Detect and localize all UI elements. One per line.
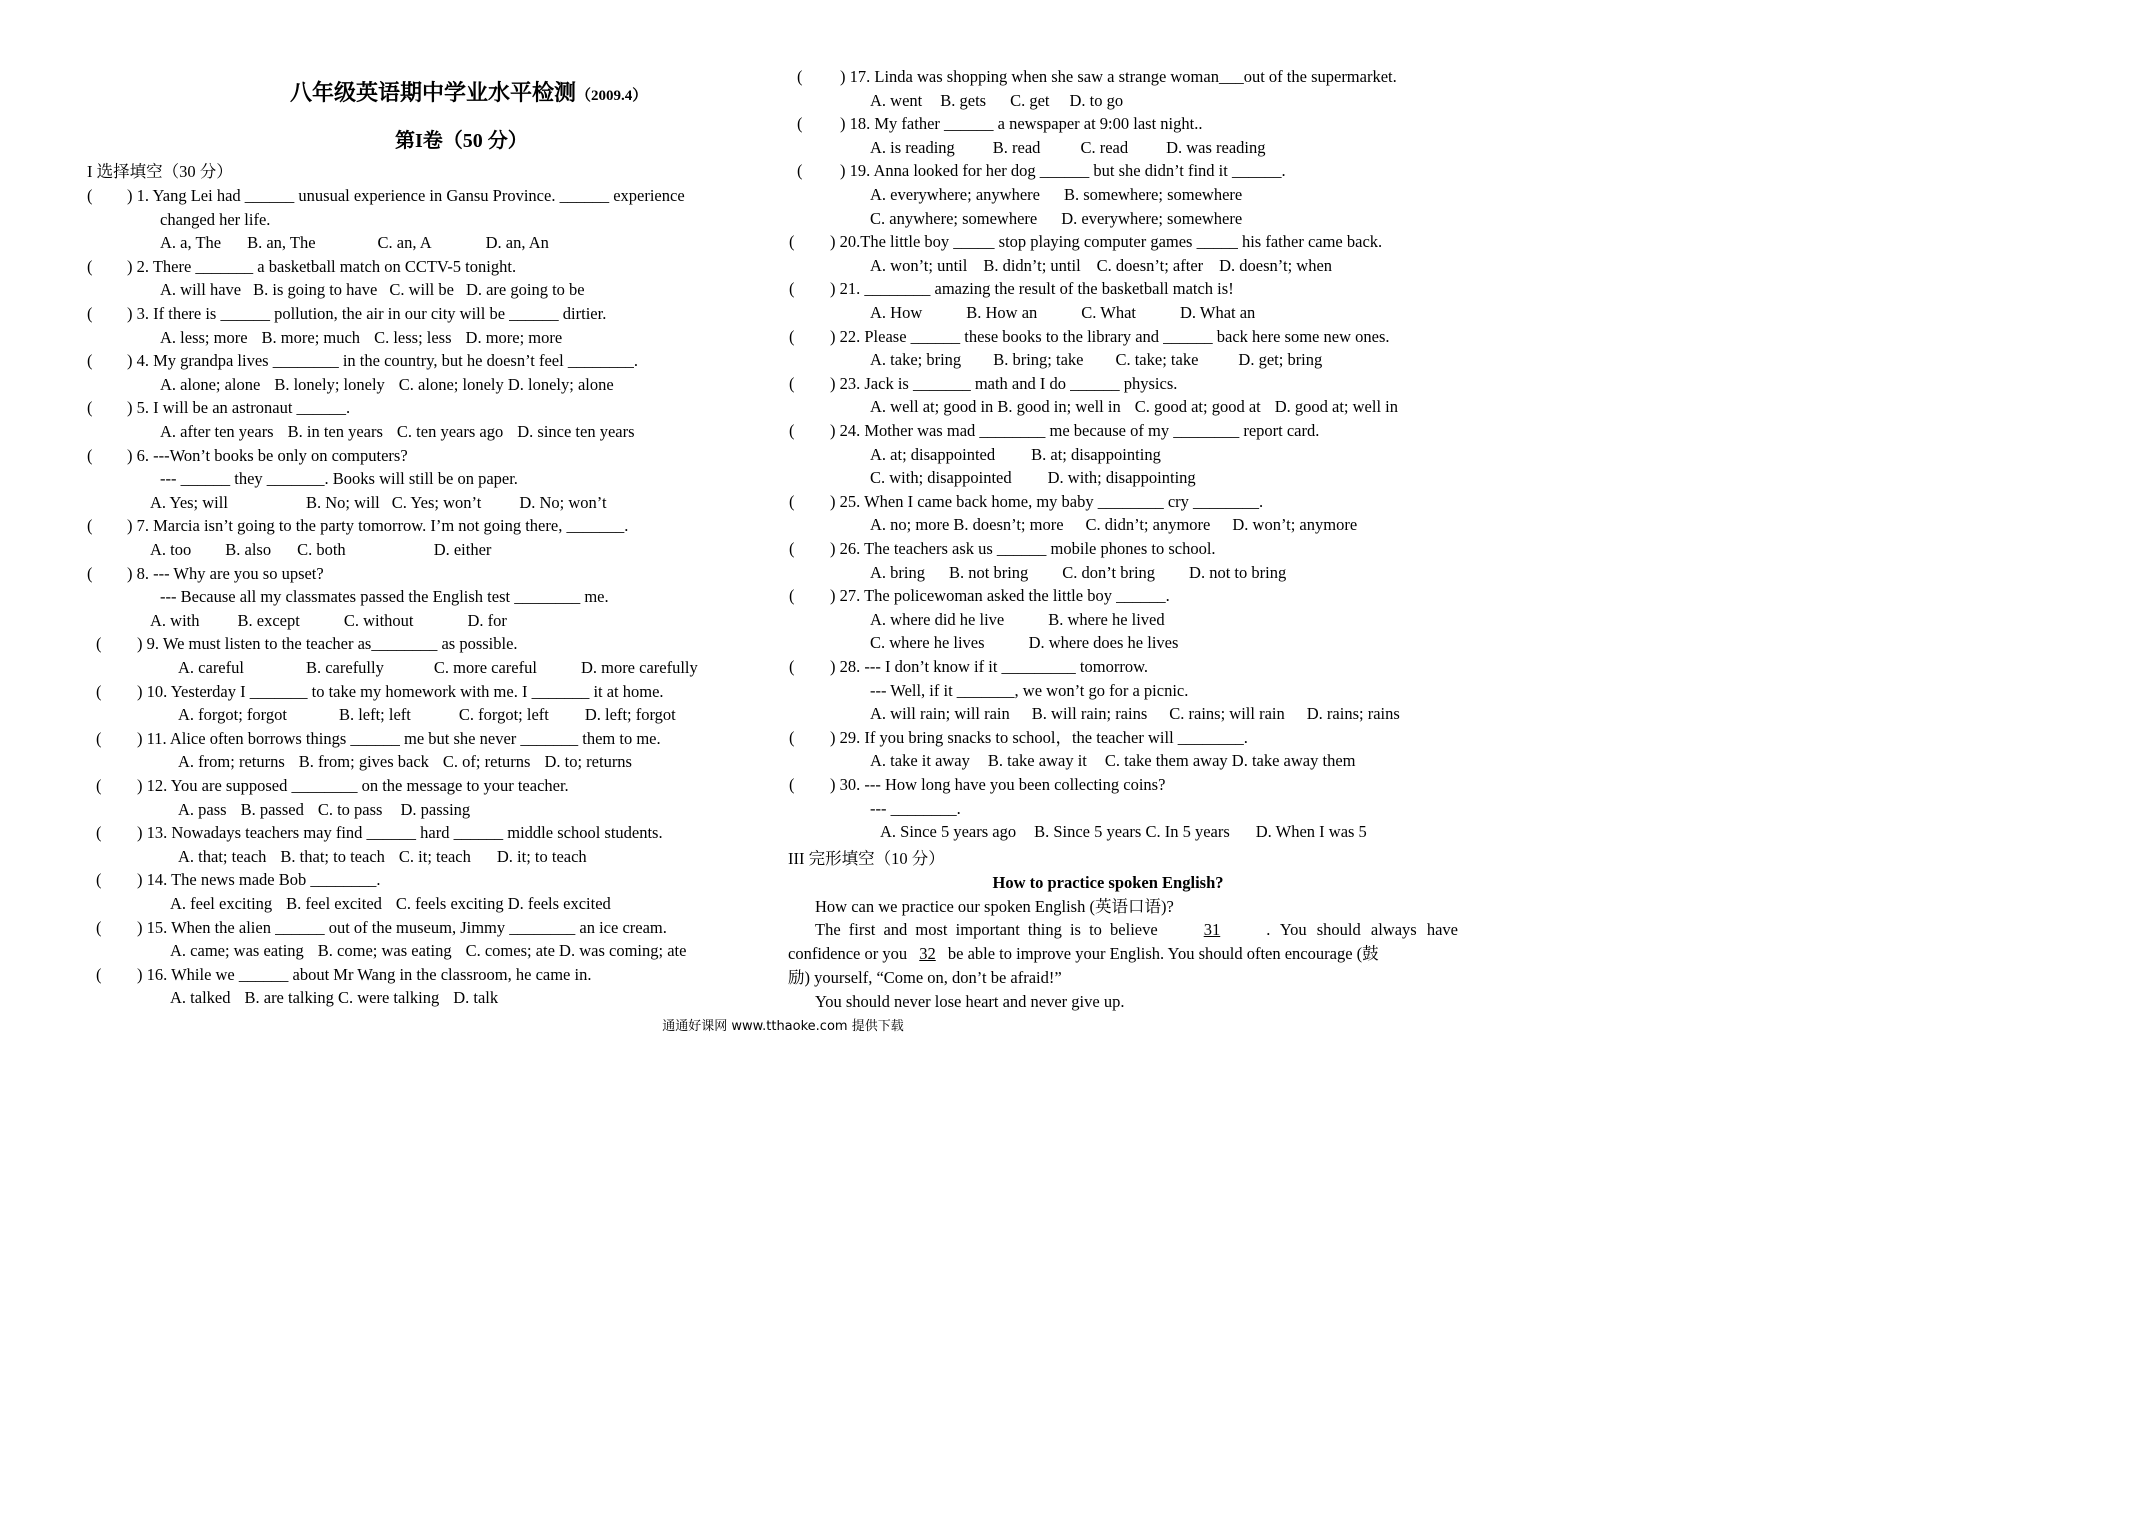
option-c[interactable]: C. more careful [433, 658, 537, 677]
option-c[interactable]: C. Yes; won’t [391, 492, 482, 512]
question-stem: ) 9. We must listen to the teacher as________ as possible. [137, 634, 518, 654]
question-stem: ) 21. ________ amazing the result of the basketball match is! [830, 279, 1234, 299]
answer-paren[interactable]: ( [789, 539, 795, 558]
answer-paren[interactable]: ( [87, 351, 93, 371]
answer-paren[interactable]: ( [87, 516, 93, 536]
title-date: （2009.4） [576, 88, 648, 104]
cloze-p3a: confidence or you [788, 944, 908, 963]
answer-paren[interactable]: ( [96, 917, 102, 937]
option-b[interactable]: B. an, The [247, 233, 316, 253]
option-c[interactable]: C. to pass [317, 799, 383, 819]
option-d[interactable]: D. rains; rains [1306, 704, 1400, 724]
option-a[interactable]: A. alone; alone [160, 374, 261, 394]
option-c[interactable]: C. read [1080, 137, 1129, 157]
option-b[interactable]: B. gets [940, 90, 987, 110]
option-b[interactable]: B. Since 5 years C. In 5 years [1034, 822, 1230, 842]
options-row [870, 751, 1355, 771]
option-b[interactable]: D. everywhere; somewhere [1061, 208, 1243, 228]
cloze-paragraph-3 [788, 944, 1379, 964]
option-a[interactable]: A. won’t; until [870, 255, 968, 275]
options-row [870, 138, 1266, 158]
option-b[interactable]: B. read [992, 137, 1041, 157]
option-d[interactable]: D. it; to teach [496, 846, 587, 866]
option-d[interactable]: D. either [433, 540, 492, 559]
options-row [170, 988, 498, 1008]
option-a[interactable]: A. forgot; forgot [178, 705, 287, 725]
option-d[interactable]: D. are going to be [465, 280, 585, 300]
cloze-p2a: The first and most important thing is to believe [815, 920, 1158, 939]
option-c[interactable]: C. alone; lonely D. lonely; alone [398, 374, 614, 394]
option-a[interactable]: A. after ten years [160, 422, 274, 441]
option-a[interactable]: A. will rain; will rain [870, 704, 1010, 724]
option-c[interactable]: D. won’t; anymore [1232, 515, 1358, 535]
question-continuation: changed her life. [160, 209, 271, 229]
option-c[interactable]: D. When I was 5 [1255, 822, 1367, 842]
option-b[interactable]: B. bring; take [993, 350, 1084, 370]
option-b[interactable]: B. didn’t; until [983, 255, 1081, 275]
option-a[interactable]: C. where he lives [870, 633, 985, 653]
option-c[interactable]: C. forgot; left [458, 705, 549, 725]
exam-title [290, 76, 647, 107]
option-b[interactable]: C. good at; good at [1134, 397, 1261, 417]
option-c[interactable]: C. feels exciting D. feels excited [395, 894, 611, 913]
options-row [870, 515, 1357, 535]
cloze-paragraph-2 [815, 920, 1458, 940]
answer-paren[interactable]: ( [96, 728, 102, 748]
option-a[interactable]: A. well at; good in B. good in; well in [870, 397, 1121, 417]
option-c[interactable]: C. get [1010, 90, 1050, 110]
answer-paren[interactable]: ( [96, 823, 102, 843]
cloze-paragraph-1: How can we practice our spoken English (英语口语)? [815, 897, 1174, 916]
answer-paren[interactable]: ( [789, 491, 795, 511]
option-b[interactable]: B. No; will [305, 492, 380, 512]
question-continuation: --- ______ they _______. Books will still be on paper. [160, 469, 518, 489]
option-c[interactable]: C. don’t bring [1062, 562, 1156, 582]
options-row [870, 303, 1255, 323]
option-d[interactable]: D. was reading [1166, 137, 1266, 157]
option-a[interactable]: A. that; teach [178, 846, 267, 866]
option-b[interactable]: B. except [237, 610, 300, 630]
cloze-p2b: . You should always have [1266, 920, 1458, 939]
question-continuation: --- ________. [870, 798, 961, 818]
option-d[interactable]: D. passing [400, 799, 471, 819]
option-b[interactable]: B. take away it [987, 751, 1087, 771]
options-row [178, 752, 632, 772]
question-stem: ) 7. Marcia isn’t going to the party tomorrow. I’m not going there, _______. [127, 516, 629, 536]
option-b[interactable]: C. didn’t; anymore [1085, 515, 1211, 535]
question-stem: ) 13. Nowadays teachers may find ______ hard ______ middle school students. [137, 823, 663, 843]
option-a[interactable]: C. anywhere; somewhere [870, 208, 1038, 228]
option-d[interactable]: D. for [467, 610, 507, 630]
question-stem: ) 19. Anna looked for her dog ______ but she didn’t find it ______. [840, 161, 1286, 181]
option-d[interactable]: D. get; bring [1238, 350, 1323, 370]
option-a[interactable]: A. is reading [870, 137, 955, 157]
option-c[interactable]: D. talk [453, 988, 499, 1008]
option-b[interactable]: B. at; disappointing [1031, 444, 1161, 464]
answer-paren[interactable]: ( [96, 964, 102, 984]
option-b[interactable]: B. come; was eating [317, 941, 452, 961]
options-row [870, 633, 1178, 653]
option-b[interactable]: D. with; disappointing [1047, 468, 1196, 488]
answer-paren[interactable]: ( [87, 304, 93, 323]
option-c[interactable]: C. without [343, 610, 414, 630]
option-a[interactable]: A. bring [870, 562, 925, 582]
option-a[interactable]: A. feel exciting [170, 894, 273, 913]
option-a[interactable]: A. take it away [870, 751, 970, 771]
question-stem: ) 11. Alice often borrows things ______ me but she never _______ them to me. [137, 728, 661, 748]
options-row [170, 894, 611, 914]
option-b[interactable]: D. where does he lives [1028, 633, 1179, 653]
options-row [870, 350, 1322, 370]
option-d[interactable]: D. not to bring [1189, 562, 1287, 582]
option-a[interactable]: A. take; bring [870, 350, 962, 370]
question-stem: ) 26. The teachers ask us ______ mobile phones to school. [830, 539, 1216, 558]
option-c[interactable]: C. take; take [1115, 350, 1199, 370]
options-row [178, 658, 698, 678]
option-a[interactable]: A. came; was eating [170, 941, 304, 961]
option-b[interactable]: B. also [225, 540, 272, 559]
options-row [150, 493, 607, 513]
options-row [870, 610, 1165, 630]
option-c[interactable]: C. What [1081, 303, 1136, 322]
question-stem: ) 30. --- How long have you been collecting coins? [830, 775, 1166, 794]
question-stem: ) 3. If there is ______ pollution, the air in our city will be ______ dirtier. [127, 304, 607, 323]
question-stem: ) 27. The policewoman asked the little boy ______. [830, 586, 1170, 606]
option-c[interactable]: C. less; less [374, 327, 452, 347]
footer-text: 通通好课网 www.tthaoke.com 提供下载 [662, 1019, 904, 1034]
blank-32: 32 [919, 944, 936, 963]
question-stem: ) 23. Jack is _______ math and I do ______ physics. [830, 373, 1178, 393]
title-text: 八年级英语期中学业水平检测 [290, 80, 577, 105]
options-row [150, 611, 507, 631]
option-a[interactable]: A. everywhere; anywhere [870, 185, 1040, 204]
option-a[interactable]: A. too [150, 540, 192, 559]
options-row [178, 800, 470, 820]
option-b[interactable]: B. How an [966, 303, 1038, 322]
options-row [870, 563, 1286, 583]
option-d[interactable]: D. more carefully [580, 658, 698, 677]
options-row [178, 847, 587, 867]
question-stem: ) 29. If you bring snacks to school，the teacher will ________. [830, 727, 1248, 747]
option-a[interactable]: A. talked [170, 988, 231, 1008]
options-row [170, 941, 686, 961]
blank-31: 31 [1203, 920, 1221, 939]
cloze-p3b: be able to improve your English. You should often encourage (鼓 [947, 944, 1379, 963]
options-row [160, 233, 549, 253]
option-b[interactable]: B. somewhere; somewhere [1063, 185, 1243, 204]
answer-paren[interactable]: ( [789, 279, 795, 299]
section-1-heading: I 选择填空（30 分） [87, 162, 233, 181]
option-c[interactable]: C. an, A [377, 233, 432, 253]
option-c[interactable]: C. both [297, 540, 346, 559]
question-stem: ) 24. Mother was mad ________ me because of my ________ report card. [830, 421, 1320, 440]
option-a[interactable]: A. Since 5 years ago [880, 822, 1017, 842]
answer-paren[interactable]: ( [797, 67, 803, 86]
option-b[interactable]: B. is going to have [253, 280, 378, 300]
question-stem: ) 12. You are supposed ________ on the message to your teacher. [137, 776, 569, 795]
question-stem: ) 16. While we ______ about Mr Wang in the classroom, he came in. [137, 964, 592, 984]
option-b[interactable]: B. lonely; lonely [274, 374, 385, 394]
option-a[interactable]: A. How [870, 303, 923, 322]
options-row [870, 185, 1242, 205]
option-d[interactable]: D. to go [1069, 90, 1124, 110]
option-b[interactable]: B. where he lived [1048, 609, 1165, 629]
option-a[interactable]: A. where did he live [870, 609, 1005, 629]
answer-paren[interactable]: ( [789, 775, 795, 794]
option-b[interactable]: B. will rain; rains [1031, 704, 1148, 724]
option-c[interactable]: D. good at; well in [1274, 397, 1399, 417]
question-stem: ) 5. I will be an astronaut ______. [127, 398, 351, 418]
option-d[interactable]: D. more; more [465, 327, 563, 347]
answer-paren[interactable]: ( [87, 256, 93, 276]
question-continuation: --- Because all my classmates passed the English test ________ me. [160, 587, 609, 607]
option-d[interactable]: D. an, An [485, 233, 549, 253]
option-a[interactable]: A. careful [178, 658, 244, 677]
options-row [870, 209, 1242, 229]
options-row [870, 256, 1332, 276]
option-b[interactable]: B. from; gives back [298, 752, 429, 772]
answer-paren[interactable]: ( [87, 398, 93, 418]
option-c[interactable]: C. doesn’t; after [1096, 255, 1204, 275]
volume-heading: 第I卷（50 分） [395, 130, 528, 152]
option-d[interactable]: D. doesn’t; when [1219, 255, 1333, 275]
answer-paren[interactable]: ( [789, 657, 795, 676]
option-b[interactable]: B. in ten years [287, 422, 383, 441]
question-stem: ) 18. My father ______ a newspaper at 9:00 last night.. [840, 114, 1203, 134]
options-row [870, 468, 1196, 488]
option-a[interactable]: A. went [870, 90, 923, 110]
options-row [160, 280, 585, 300]
option-b[interactable]: B. left; left [338, 705, 411, 725]
question-stem: ) 25. When I came back home, my baby ________ cry ________. [830, 491, 1264, 511]
option-b[interactable]: B. feel excited [286, 894, 382, 913]
question-stem: ) 14. The news made Bob ________. [137, 870, 381, 890]
option-c[interactable]: C. it; teach [398, 846, 471, 866]
option-d[interactable]: D. No; won’t [519, 492, 607, 512]
option-a[interactable]: A. no; more B. doesn’t; more [870, 515, 1064, 535]
option-a[interactable]: A. a, The [160, 233, 222, 253]
answer-paren[interactable]: ( [96, 776, 102, 795]
option-c[interactable]: C. of; returns [442, 752, 531, 772]
cloze-title: How to practice spoken English? [992, 873, 1224, 892]
options-row [150, 540, 491, 560]
option-a[interactable]: C. with; disappointed [870, 468, 1012, 488]
cloze-paragraph-4: 励) yourself, “Come on, don’t be afraid!” [788, 968, 1062, 987]
option-a[interactable]: A. from; returns [178, 752, 285, 772]
option-c[interactable]: C. ten years ago [396, 422, 504, 441]
question-stem: ) 4. My grandpa lives ________ in the country, but he doesn’t feel ________. [127, 351, 638, 371]
question-continuation: --- Well, if it _______, we won’t go for a picnic. [870, 680, 1189, 700]
option-c[interactable]: C. comes; ate D. was coming; ate [465, 941, 687, 961]
question-stem: ) 8. --- Why are you so upset? [127, 563, 324, 583]
options-row [870, 91, 1123, 111]
answer-paren[interactable]: ( [797, 114, 803, 134]
options-row [880, 822, 1367, 842]
option-d[interactable]: D. left; forgot [584, 705, 676, 725]
answer-paren[interactable]: ( [96, 681, 102, 701]
options-row [870, 397, 1398, 417]
options-row [160, 422, 635, 442]
question-stem: ) 28. --- I don’t know if it _________ tomorrow. [830, 657, 1149, 676]
option-b[interactable]: B. that; to teach [280, 846, 385, 866]
option-a[interactable]: A. at; disappointed [870, 444, 996, 464]
answer-paren[interactable]: ( [789, 373, 795, 393]
answer-paren[interactable]: ( [87, 563, 93, 583]
option-d[interactable]: D. to; returns [544, 752, 632, 772]
answer-paren[interactable]: ( [96, 634, 102, 654]
options-row [870, 445, 1161, 465]
option-b[interactable]: B. passed [240, 799, 304, 819]
question-stem: ) 10. Yesterday I _______ to take my homework with me. I _______ it at home. [137, 681, 664, 701]
answer-paren[interactable]: ( [789, 326, 795, 346]
question-stem: ) 2. There _______ a basketball match on CCTV-5 tonight. [127, 256, 517, 276]
options-row [870, 704, 1400, 724]
answer-paren[interactable]: ( [87, 186, 93, 205]
question-stem: ) 17. Linda was shopping when she saw a strange woman___out of the supermarket. [840, 67, 1397, 86]
option-d[interactable]: D. What an [1180, 303, 1256, 322]
options-row [178, 705, 676, 725]
option-a[interactable]: A. pass [178, 799, 227, 819]
answer-paren[interactable]: ( [96, 870, 102, 890]
answer-paren[interactable]: ( [789, 232, 795, 252]
option-b[interactable]: B. more; much [261, 327, 361, 347]
options-row [160, 375, 614, 395]
option-a[interactable]: A. Yes; will [150, 492, 228, 512]
option-c[interactable]: C. rains; will rain [1169, 704, 1285, 724]
option-b[interactable]: B. are talking C. were talking [244, 988, 440, 1008]
option-b[interactable]: B. not bring [949, 562, 1029, 582]
answer-paren[interactable]: ( [797, 161, 803, 181]
option-a[interactable]: A. with [150, 610, 200, 630]
option-c[interactable]: C. take them away D. take away them [1104, 751, 1356, 771]
answer-paren[interactable]: ( [789, 727, 795, 747]
option-a[interactable]: A. less; more [160, 327, 248, 347]
option-c[interactable]: C. will be [389, 280, 454, 300]
answer-paren[interactable]: ( [87, 445, 93, 465]
cloze-paragraph-5: You should never lose heart and never give up. [815, 992, 1125, 1011]
question-stem: ) 1. Yang Lei had ______ unusual experience in Gansu Province. ______ experience [127, 186, 685, 205]
question-stem: ) 15. When the alien ______ out of the museum, Jimmy ________ an ice cream. [137, 917, 667, 937]
answer-paren[interactable]: ( [789, 421, 795, 440]
question-stem: ) 22. Please ______ these books to the library and ______ back here some new ones. [830, 326, 1390, 346]
options-row [160, 328, 562, 348]
answer-paren[interactable]: ( [789, 586, 795, 606]
option-a[interactable]: A. will have [160, 280, 242, 300]
section-3-heading: III 完形填空（10 分） [788, 849, 945, 868]
option-d[interactable]: D. since ten years [517, 422, 635, 441]
question-stem: ) 6. ---Won’t books be only on computers? [127, 445, 408, 465]
question-stem: ) 20.The little boy _____ stop playing computer games _____ his father came back. [830, 232, 1383, 252]
option-b[interactable]: B. carefully [305, 658, 384, 677]
